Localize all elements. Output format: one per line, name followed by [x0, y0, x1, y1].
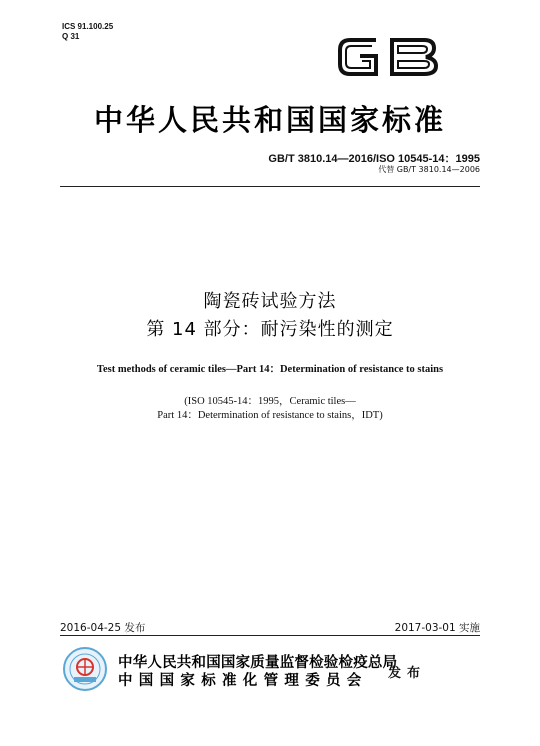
iso-reference-line2: Part 14：Determination of resistance to stains，IDT) [157, 410, 383, 421]
title-cn-line1: 陶瓷砖试验方法 [203, 291, 337, 312]
classification-code: Q 31 [62, 32, 80, 41]
title-en: Test methods of ceramic tiles—Part 14：Determination of resistance to stains [96, 364, 444, 375]
standard-number: GB/T 3810.14—2016/ISO 10545-14：1995 [268, 153, 480, 165]
standard-title: 中华人民共和国国家标准 [93, 103, 446, 137]
iso-reference-line1: (ISO 10545-14：1995，Ceramic tiles— [184, 396, 356, 407]
implement-date: 2017-03-01 实施 [394, 622, 480, 634]
ics-code-block [62, 22, 113, 42]
publish-label: 发布 [388, 666, 427, 681]
title-cn-line2: 第 14 部分：耐污染性的测定 [146, 319, 394, 340]
replaces-note: 代替 GB/T 3810.14—2006 [378, 165, 480, 174]
top-divider [60, 186, 480, 187]
organization-line2: 中国国家标准化管理委员会 [118, 673, 368, 689]
issue-date: 2016-04-25 发布 [60, 622, 146, 634]
ics-code: ICS 91.100.25 [62, 22, 114, 31]
bottom-divider [60, 635, 480, 636]
organization-line1: 中华人民共和国国家质量监督检验检疫总局 [118, 655, 398, 671]
gb-logo-icon [336, 34, 440, 80]
official-seal-icon [62, 646, 108, 692]
